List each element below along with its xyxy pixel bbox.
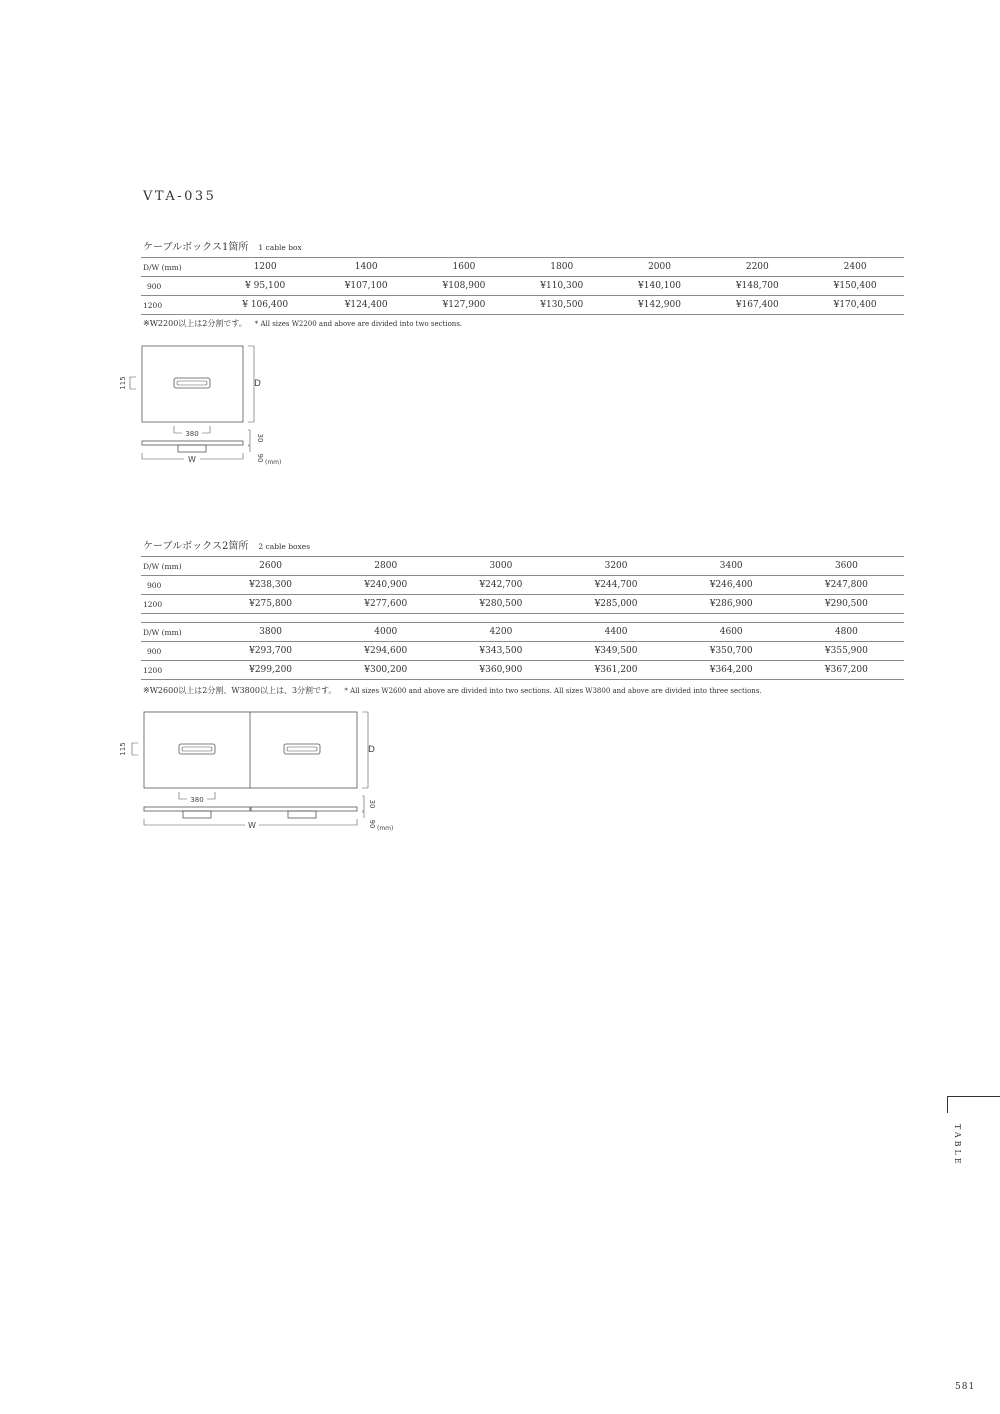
dim-115-bracket: [132, 743, 138, 755]
width-cell: 1400: [354, 262, 378, 272]
price-table-1: [141, 257, 904, 315]
width-cell: 3000: [489, 561, 513, 571]
dim-90-bracket: [248, 446, 250, 452]
dim-115-bracket: [130, 377, 136, 389]
price-cell: ¥300,200: [364, 665, 408, 675]
section2-title-en: 2 cable boxes: [258, 542, 311, 551]
dim-30-bracket: [248, 430, 250, 445]
width-cell: 4200: [489, 627, 513, 637]
price-cell: ¥170,400: [833, 300, 877, 310]
price-cell: ¥148,700: [735, 281, 779, 291]
header-label: D/W (mm): [143, 262, 182, 272]
price-cell: ¥124,400: [344, 300, 388, 310]
width-cell: 2600: [259, 561, 283, 571]
cable-box-outline: [179, 744, 215, 754]
width-cell: 1600: [452, 262, 476, 272]
price-cell: ¥286,900: [709, 599, 753, 609]
dim-30-label: 30: [368, 799, 376, 809]
tabletop-plan: [142, 346, 243, 422]
side-tab-label: TABLE: [953, 1124, 962, 1167]
price-cell: ¥240,900: [364, 580, 408, 590]
dim-d-label: D: [254, 379, 261, 389]
cable-box-outline: [284, 744, 320, 754]
section2-note-ja: ※W2600以上は2分割、W3800以上は、3分割です。: [143, 686, 337, 695]
price-cell: ¥349,500: [594, 646, 638, 656]
price-cell: ¥285,000: [594, 599, 638, 609]
width-cell: 2800: [374, 561, 398, 571]
table-row: [141, 296, 904, 315]
dim-380-label: 380: [185, 430, 199, 438]
price-cell: ¥150,400: [833, 281, 877, 291]
width-cell: 2400: [843, 262, 867, 272]
width-cell: 4800: [834, 627, 858, 637]
cable-box-outline: [174, 378, 210, 388]
price-cell: ¥238,300: [249, 580, 293, 590]
price-cell: ¥277,600: [364, 599, 408, 609]
cable-box-section: [183, 811, 211, 818]
dim-90-bracket: [362, 812, 364, 818]
depth-cell: 900: [147, 646, 162, 656]
price-cell: ¥246,400: [709, 580, 753, 590]
price-cell: ¥108,900: [442, 281, 486, 291]
width-cell: 4600: [719, 627, 743, 637]
table-header-row: [141, 623, 904, 642]
depth-cell: 1200: [143, 300, 163, 310]
section1-title-en: 1 cable box: [258, 243, 302, 252]
price-cell: ¥364,200: [709, 665, 753, 675]
width-cell: 2000: [648, 262, 671, 272]
section1-note-ja: ※W2200以上は2分割です。: [143, 319, 247, 328]
cable-box-section: [178, 445, 206, 452]
table-header-row: [141, 258, 904, 277]
section1-note-en: * All sizes W2200 and above are divided into two sections.: [254, 320, 463, 328]
price-cell: ¥140,100: [638, 281, 681, 291]
section1-title: [143, 238, 302, 253]
price-cell: ¥280,500: [479, 599, 523, 609]
dim-90-label: 90: [368, 819, 376, 829]
dim-30-label: 30: [256, 433, 264, 443]
tabletop-section: [142, 441, 243, 445]
dim-w-label: W: [188, 455, 196, 464]
table-row: [141, 277, 904, 296]
table-row: [141, 576, 904, 595]
tabletop-plan: [144, 712, 357, 788]
depth-cell: 900: [147, 281, 162, 291]
drawing-2-cable-boxes: [112, 706, 412, 836]
price-cell: ¥299,200: [249, 665, 293, 675]
dim-115-label: 115: [119, 376, 127, 390]
price-cell: ¥350,700: [709, 646, 753, 656]
header-label: D/W (mm): [143, 561, 182, 571]
depth-cell: 1200: [143, 599, 163, 609]
dim-380-label: 380: [190, 796, 204, 804]
width-cell: 3400: [719, 561, 743, 571]
price-cell: ¥ 95,100: [245, 281, 286, 291]
drawing-1-cable-box: [112, 340, 292, 470]
depth-cell: 1200: [143, 665, 163, 675]
price-cell: ¥130,500: [540, 300, 584, 310]
dim-w-label: W: [248, 821, 256, 830]
price-cell: ¥290,500: [824, 599, 868, 609]
price-cell: ¥107,100: [344, 281, 388, 291]
price-cell: ¥167,400: [735, 300, 779, 310]
header-label: D/W (mm): [143, 627, 182, 637]
unit-label: (mm): [265, 459, 282, 466]
price-cell: ¥361,200: [594, 665, 638, 675]
price-cell: ¥127,900: [442, 300, 486, 310]
width-cell: 4400: [604, 627, 628, 637]
width-cell: 3600: [834, 561, 858, 571]
width-cell: 1800: [550, 262, 574, 272]
tabletop-section: [144, 807, 250, 811]
price-cell: ¥343,500: [479, 646, 523, 656]
section2-note-en: * All sizes W2600 and above are divided into two sections. All sizes W3800 and above are divided into three sections.: [344, 687, 762, 695]
price-cell: ¥360,900: [479, 665, 523, 675]
depth-cell: 900: [147, 580, 162, 590]
price-cell: ¥355,900: [824, 646, 868, 656]
cable-box-slot: [182, 747, 212, 751]
price-cell: ¥275,800: [249, 599, 293, 609]
price-cell: ¥ 106,400: [242, 300, 289, 310]
model-number: VTA-035: [143, 189, 217, 204]
price-cell: ¥242,700: [479, 580, 523, 590]
table-row: [141, 661, 904, 680]
price-cell: ¥294,600: [364, 646, 408, 656]
price-cell: ¥367,200: [824, 665, 868, 675]
dim-d-label: D: [368, 745, 375, 755]
width-cell: 2200: [745, 262, 769, 272]
price-cell: ¥110,300: [540, 281, 584, 291]
width-cell: 3800: [259, 627, 283, 637]
section1-title-ja: ケーブルボックス1箇所: [143, 242, 249, 253]
width-cell: 3200: [604, 561, 628, 571]
section2-title-ja: ケーブルボックス2箇所: [143, 541, 249, 552]
table-row: [141, 642, 904, 661]
width-cell: 1200: [253, 262, 277, 272]
section1-note: [143, 318, 462, 329]
dim-115-label: 115: [119, 742, 127, 756]
cable-box-slot: [287, 747, 317, 751]
tabletop-section: [251, 807, 357, 811]
dim-30-bracket: [362, 796, 364, 811]
price-table-2: [141, 556, 904, 680]
unit-label: (mm): [377, 825, 394, 832]
price-cell: ¥293,700: [249, 646, 293, 656]
dim-90-label: 90: [256, 453, 264, 463]
price-cell: ¥247,800: [824, 580, 868, 590]
table-row: [141, 595, 904, 614]
price-cell: ¥142,900: [638, 300, 681, 310]
section2-title: [143, 537, 310, 552]
cable-box-section: [288, 811, 316, 818]
width-cell: 4000: [374, 627, 398, 637]
side-tab-bracket: [947, 1096, 1000, 1113]
section2-note: [143, 685, 762, 696]
price-cell: ¥244,700: [594, 580, 638, 590]
table-spacer: [141, 614, 904, 623]
cable-box-slot: [177, 381, 207, 385]
page-number: 581: [955, 1382, 976, 1392]
table-header-row: [141, 557, 904, 576]
